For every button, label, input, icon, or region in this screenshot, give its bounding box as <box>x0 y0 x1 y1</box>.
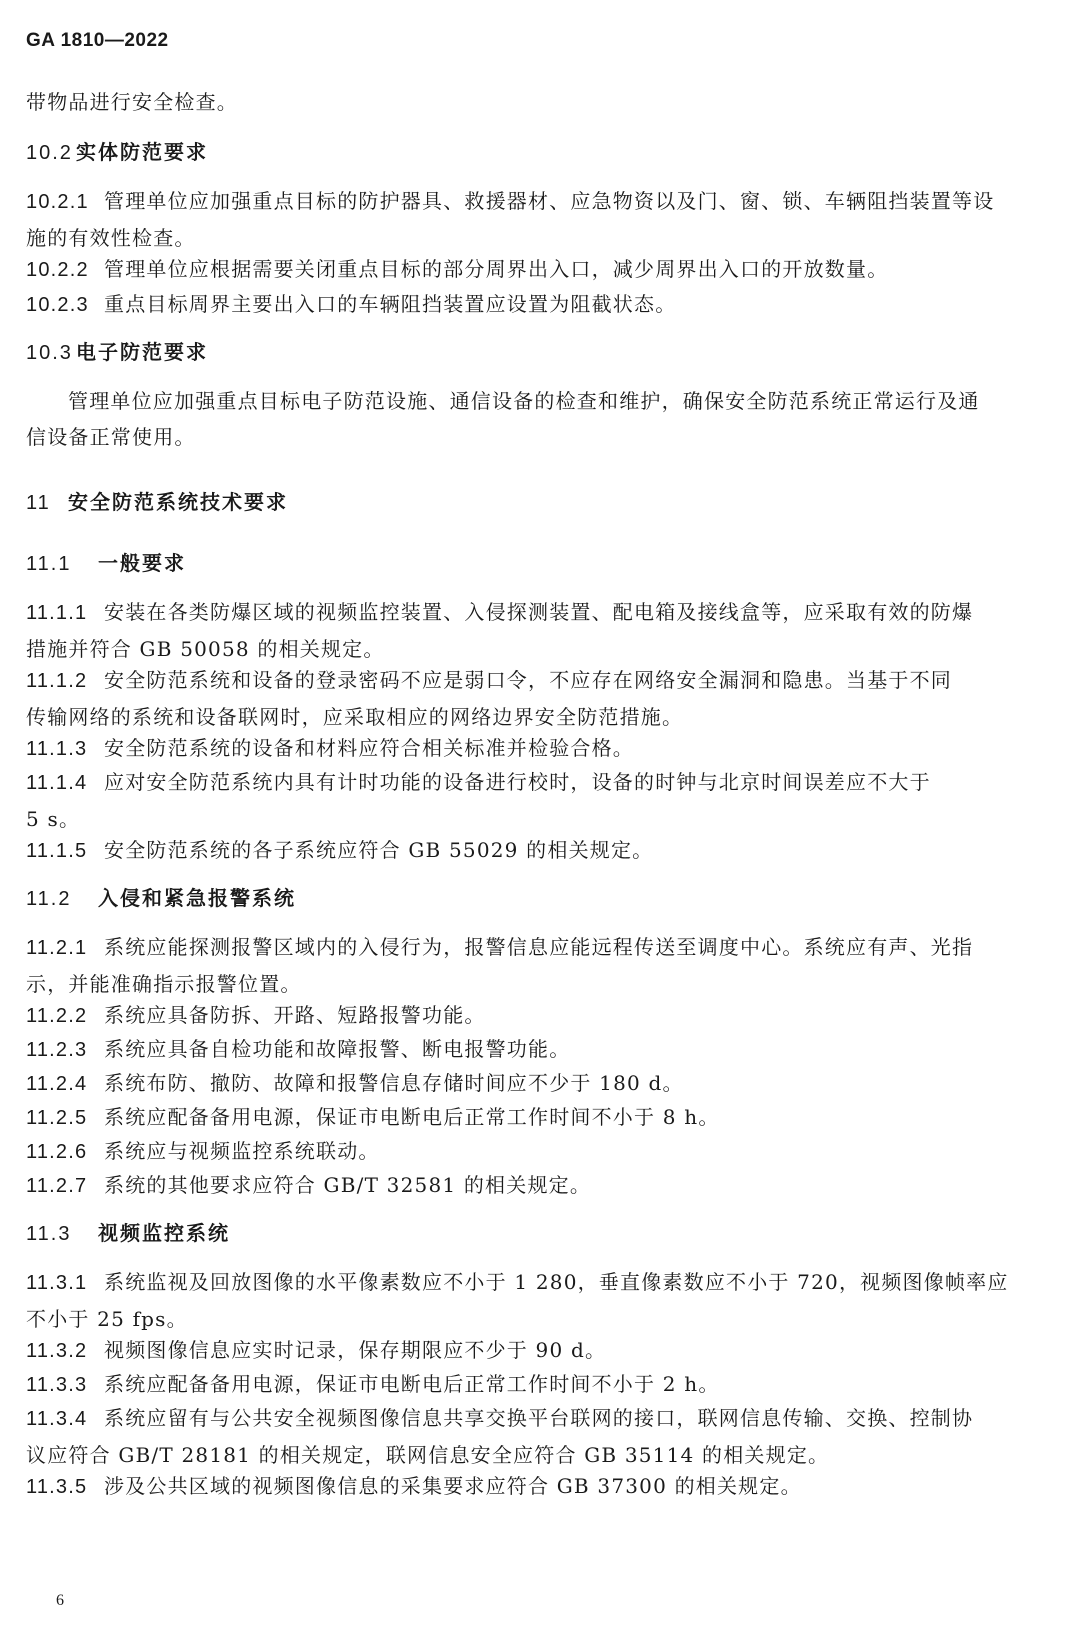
chapter-number: 11 <box>26 492 51 514</box>
clause-11-2-4 <box>26 1065 1056 1102</box>
page-number: 6 <box>56 1592 64 1609</box>
clause-number: 11.3.1 <box>26 1272 88 1294</box>
section-title: 入侵和紧急报警系统 <box>98 886 296 910</box>
paragraph-10-3-body <box>26 383 1056 455</box>
text-line: 信设备正常使用。 <box>26 425 196 449</box>
clause-number: 11.2.6 <box>26 1141 88 1163</box>
document-code-header: GA 1810—2022 <box>26 30 169 51</box>
clause-number: 11.2.1 <box>26 937 88 959</box>
clause-11-1-2 <box>26 662 1056 735</box>
text-line: 安全防范系统的设备和材料应符合相关标准并检验合格。 <box>104 736 634 760</box>
clause-number: 11.2.2 <box>26 1005 88 1027</box>
clause-11-2-7 <box>26 1167 1056 1204</box>
clause-number: 11.2.5 <box>26 1107 88 1129</box>
section-title: 电子防范要求 <box>76 340 208 364</box>
clause-11-1-3 <box>26 730 1056 767</box>
text-line: 安装在各类防爆区域的视频监控装置、入侵探测装置、配电箱及接线盒等，应采取有效的防爆 <box>104 600 974 624</box>
clause-number: 11.3.5 <box>26 1476 88 1498</box>
text-line: 施的有效性检查。 <box>26 226 196 250</box>
clause-11-1-5 <box>26 832 1056 869</box>
clause-11-3-4 <box>26 1400 1056 1473</box>
clause-number: 11.1.5 <box>26 840 88 862</box>
text-line: 带物品进行安全检查。 <box>26 90 238 114</box>
section-title: 一般要求 <box>98 551 186 575</box>
text-line: 措施并符合 GB 50058 的相关规定。 <box>26 637 385 661</box>
clause-11-1-1 <box>26 594 1056 667</box>
text-line: 传输网络的系统和设备联网时，应采取相应的网络边界安全防范措施。 <box>26 705 684 729</box>
text-line: 系统应具备自检功能和故障报警、断电报警功能。 <box>104 1037 571 1061</box>
clause-number: 11.2.4 <box>26 1073 88 1095</box>
clause-number: 11.3.3 <box>26 1374 88 1396</box>
text-line: 管理单位应加强重点目标电子防范设施、通信设备的检查和维护，确保安全防范系统正常运行及通 <box>68 389 980 413</box>
section-number: 11.3 <box>26 1223 72 1245</box>
clause-11-2-1 <box>26 929 1056 1002</box>
section-heading-11-1 <box>26 545 1056 582</box>
section-number: 10.2 <box>26 142 73 164</box>
clause-number: 11.2.3 <box>26 1039 88 1061</box>
section-number: 10.3 <box>26 342 73 364</box>
text-line: 系统应配备备用电源，保证市电断电后正常工作时间不小于 2 h。 <box>104 1372 720 1396</box>
clause-10-2-2 <box>26 251 1056 288</box>
section-heading-10-3 <box>26 334 1056 371</box>
clause-11-3-5 <box>26 1468 1056 1505</box>
clause-number: 11.3.4 <box>26 1408 88 1430</box>
clause-number: 11.1.2 <box>26 670 88 692</box>
clause-number: 11.1.1 <box>26 602 88 624</box>
text-line: 重点目标周界主要出入口的车辆阻挡装置应设置为阻截状态。 <box>104 292 677 316</box>
clause-11-2-2 <box>26 997 1056 1034</box>
clause-10-2-1 <box>26 183 1056 256</box>
text-line: 系统监视及回放图像的水平像素数应不小于 1 280，垂直像素数应不小于 720，视频图像帧率应 <box>104 1270 1009 1294</box>
text-line: 安全防范系统的各子系统应符合 GB 55029 的相关规定。 <box>104 838 654 862</box>
clause-11-3-3 <box>26 1366 1056 1403</box>
clause-11-2-3 <box>26 1031 1056 1068</box>
clause-11-2-6 <box>26 1133 1056 1170</box>
clause-11-1-4 <box>26 764 1056 837</box>
clause-number: 10.2.2 <box>26 259 89 281</box>
clause-number: 11.1.4 <box>26 772 88 794</box>
chapter-title: 安全防范系统技术要求 <box>68 490 288 514</box>
text-line: 涉及公共区域的视频图像信息的采集要求应符合 GB 37300 的相关规定。 <box>104 1474 802 1498</box>
text-line: 议应符合 GB/T 28181 的相关规定，联网信息安全应符合 GB 35114 的相关规定。 <box>26 1443 830 1467</box>
section-number: 11.1 <box>26 553 72 575</box>
section-title: 实体防范要求 <box>76 140 208 164</box>
clause-10-2-3 <box>26 286 1056 323</box>
clause-number: 10.2.3 <box>26 294 89 316</box>
paragraph-continuation <box>26 84 1056 120</box>
text-line: 系统应与视频监控系统联动。 <box>104 1139 380 1163</box>
section-number: 11.2 <box>26 888 72 910</box>
text-line: 5 s。 <box>26 807 81 831</box>
text-line: 管理单位应加强重点目标的防护器具、救援器材、应急物资以及门、窗、锁、车辆阻挡装置等设 <box>104 189 995 213</box>
text-line: 系统布防、撤防、故障和报警信息存储时间应不少于 180 d。 <box>104 1071 684 1095</box>
text-line: 示，并能准确指示报警位置。 <box>26 972 302 996</box>
text-line: 系统应留有与公共安全视频图像信息共享交换平台联网的接口，联网信息传输、交换、控制协 <box>104 1406 974 1430</box>
clause-number: 11.3.2 <box>26 1340 88 1362</box>
text-line: 不小于 25 fps。 <box>26 1307 188 1331</box>
clause-11-2-5 <box>26 1099 1056 1136</box>
clause-number: 11.2.7 <box>26 1175 88 1197</box>
text-line: 视频图像信息应实时记录，保存期限应不少于 90 d。 <box>104 1338 607 1362</box>
text-line: 应对安全防范系统内具有计时功能的设备进行校时，设备的时钟与北京时间误差应不大于 <box>104 770 931 794</box>
section-title: 视频监控系统 <box>98 1221 230 1245</box>
text-line: 系统应具备防拆、开路、短路报警功能。 <box>104 1003 486 1027</box>
text-line: 安全防范系统和设备的登录密码不应是弱口令，不应存在网络安全漏洞和隐患。当基于不同 <box>104 668 952 692</box>
text-line: 管理单位应根据需要关闭重点目标的部分周界出入口，减少周界出入口的开放数量。 <box>104 257 889 281</box>
text-line: 系统应能探测报警区域内的入侵行为，报警信息应能远程传送至调度中心。系统应有声、光指 <box>104 935 974 959</box>
clause-number: 11.1.3 <box>26 738 88 760</box>
section-heading-10-2 <box>26 134 1056 171</box>
section-heading-11-3 <box>26 1215 1056 1252</box>
chapter-heading-11 <box>26 484 1056 521</box>
clause-number: 10.2.1 <box>26 191 89 213</box>
text-line: 系统应配备备用电源，保证市电断电后正常工作时间不小于 8 h。 <box>104 1105 720 1129</box>
section-heading-11-2 <box>26 880 1056 917</box>
clause-11-3-1 <box>26 1264 1056 1337</box>
text-line: 系统的其他要求应符合 GB/T 32581 的相关规定。 <box>104 1173 592 1197</box>
clause-11-3-2 <box>26 1332 1056 1369</box>
